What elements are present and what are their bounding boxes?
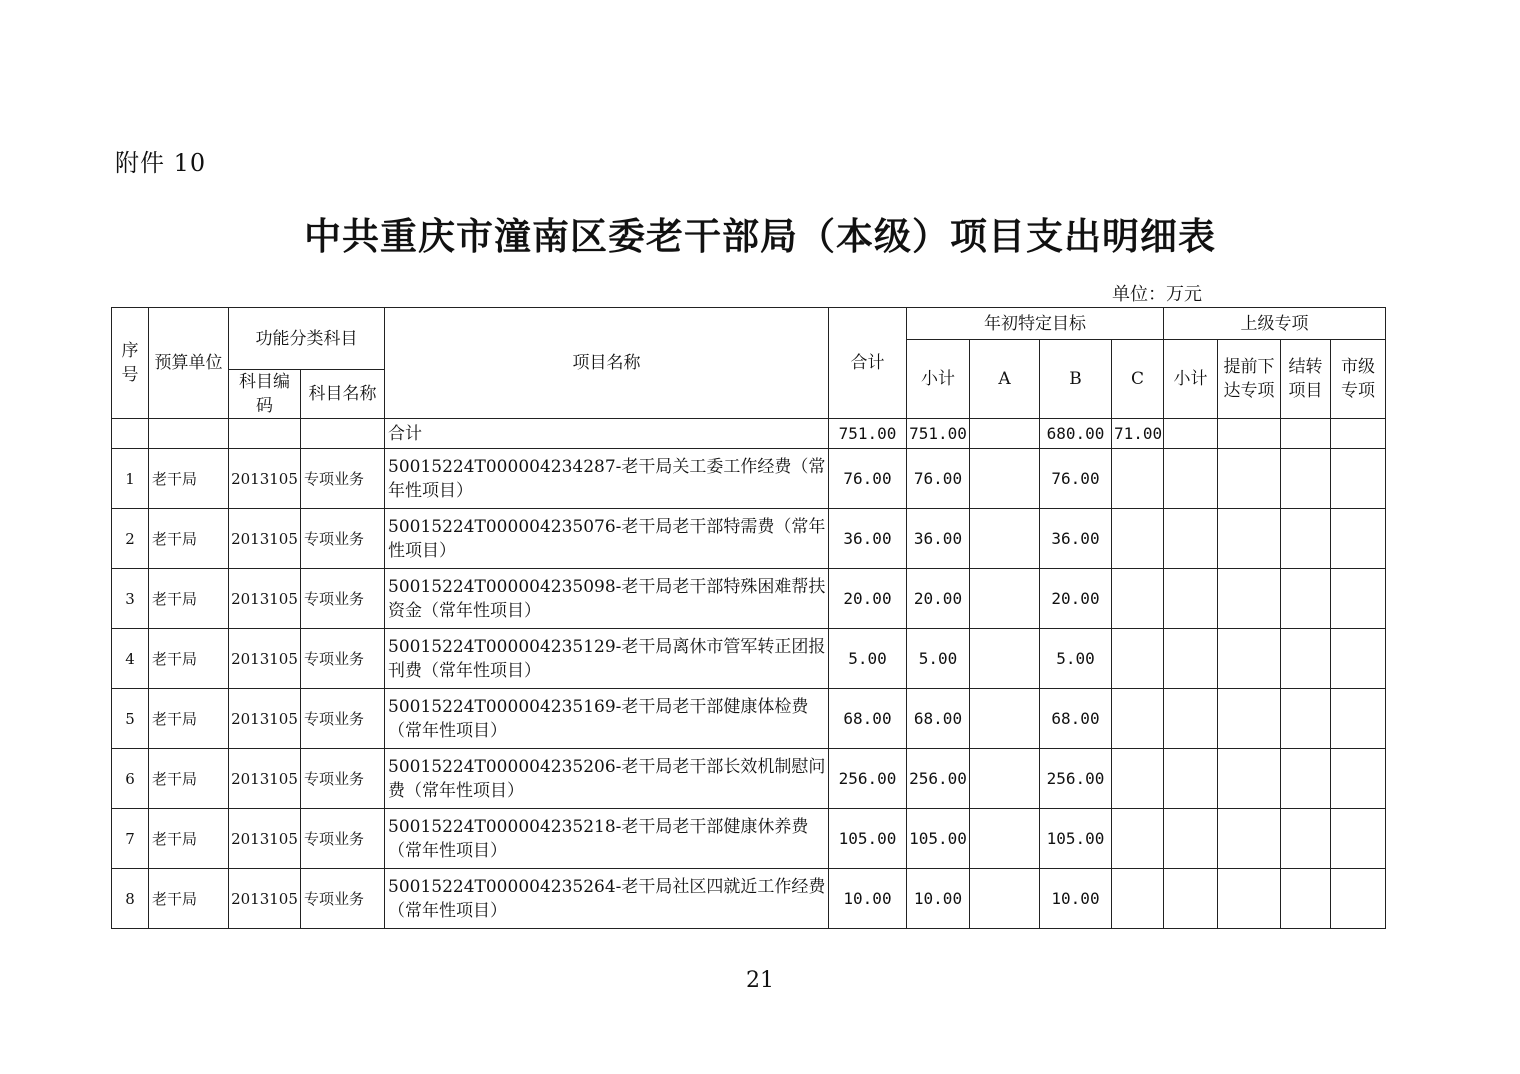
header-subject-name: 科目名称 xyxy=(301,370,385,419)
row-superior-cell xyxy=(1331,569,1386,629)
row-superior-cell xyxy=(1164,809,1218,869)
row-a xyxy=(970,509,1040,569)
table-row xyxy=(112,869,1386,929)
row-c xyxy=(1112,449,1164,509)
row-a xyxy=(970,749,1040,809)
row-b: 105.00 xyxy=(1040,809,1112,869)
row-superior-cell xyxy=(1218,569,1281,629)
row-b: 10.00 xyxy=(1040,869,1112,929)
row-code: 2013105 xyxy=(229,749,301,809)
row-superior-cell xyxy=(1281,629,1331,689)
row-subtotal: 20.00 xyxy=(907,569,970,629)
row-subject: 专项业务 xyxy=(301,569,385,629)
row-a xyxy=(970,809,1040,869)
row-b: 68.00 xyxy=(1040,689,1112,749)
row-project: 50015224T000004235264-老干局社区四就近工作经费（常年性项目） xyxy=(385,869,829,929)
header-carryover: 结转项目 xyxy=(1281,340,1331,419)
row-unit: 老干局 xyxy=(149,449,229,509)
header-special-target: 年初特定目标 xyxy=(907,308,1164,340)
header-a: A xyxy=(970,340,1040,419)
row-c xyxy=(1112,749,1164,809)
row-a xyxy=(970,869,1040,929)
total-row-subtotal: 751.00 xyxy=(907,419,970,449)
row-superior-cell xyxy=(1331,509,1386,569)
row-superior-cell xyxy=(1218,449,1281,509)
row-c xyxy=(1112,569,1164,629)
row-code: 2013105 xyxy=(229,569,301,629)
row-superior-cell xyxy=(1331,869,1386,929)
row-a xyxy=(970,629,1040,689)
table-row xyxy=(112,749,1386,809)
row-superior-cell xyxy=(1218,689,1281,749)
header-total: 合计 xyxy=(829,308,907,419)
row-subject: 专项业务 xyxy=(301,749,385,809)
total-row-b: 680.00 xyxy=(1040,419,1112,449)
header-city-level: 市级专项 xyxy=(1331,340,1386,419)
total-row-total: 751.00 xyxy=(829,419,907,449)
table-row xyxy=(112,689,1386,749)
row-total: 20.00 xyxy=(829,569,907,629)
row-superior-cell xyxy=(1164,509,1218,569)
page-title: 中共重庆市潼南区委老干部局（本级）项目支出明细表 xyxy=(304,215,1216,258)
page-number: 21 xyxy=(746,968,774,993)
unit-label: 单位：万元 xyxy=(1112,284,1202,305)
row-unit: 老干局 xyxy=(149,749,229,809)
row-code: 2013105 xyxy=(229,509,301,569)
row-subject: 专项业务 xyxy=(301,689,385,749)
row-code: 2013105 xyxy=(229,449,301,509)
row-code: 2013105 xyxy=(229,869,301,929)
total-row-a xyxy=(970,419,1040,449)
row-subtotal: 36.00 xyxy=(907,509,970,569)
row-subtotal: 76.00 xyxy=(907,449,970,509)
row-b: 76.00 xyxy=(1040,449,1112,509)
row-superior-cell xyxy=(1164,569,1218,629)
row-project: 50015224T000004234287-老干局关工委工作经费（常年性项目） xyxy=(385,449,829,509)
row-code: 2013105 xyxy=(229,809,301,869)
row-seq: 6 xyxy=(112,749,149,809)
row-subject: 专项业务 xyxy=(301,809,385,869)
row-subtotal: 10.00 xyxy=(907,869,970,929)
table-row xyxy=(112,809,1386,869)
total-row-label: 合计 xyxy=(385,419,829,449)
row-unit: 老干局 xyxy=(149,509,229,569)
row-superior-cell xyxy=(1164,689,1218,749)
row-seq: 5 xyxy=(112,689,149,749)
row-c xyxy=(1112,509,1164,569)
header-b: B xyxy=(1040,340,1112,419)
row-superior-cell xyxy=(1281,449,1331,509)
row-superior-cell xyxy=(1164,449,1218,509)
row-project: 50015224T000004235076-老干局老干部特需费（常年性项目） xyxy=(385,509,829,569)
row-unit: 老干局 xyxy=(149,809,229,869)
row-seq: 4 xyxy=(112,629,149,689)
row-b: 36.00 xyxy=(1040,509,1112,569)
total-row xyxy=(112,419,1386,449)
header-c: C xyxy=(1112,340,1164,419)
row-unit: 老干局 xyxy=(149,569,229,629)
row-total: 105.00 xyxy=(829,809,907,869)
row-unit: 老干局 xyxy=(149,629,229,689)
row-superior-cell xyxy=(1331,689,1386,749)
row-code: 2013105 xyxy=(229,629,301,689)
row-code: 2013105 xyxy=(229,689,301,749)
row-unit: 老干局 xyxy=(149,869,229,929)
row-seq: 7 xyxy=(112,809,149,869)
row-project: 50015224T000004235206-老干局老干部长效机制慰问费（常年性项目） xyxy=(385,749,829,809)
row-superior-cell xyxy=(1281,749,1331,809)
project-expenditure-table xyxy=(111,307,1386,929)
row-seq: 1 xyxy=(112,449,149,509)
row-total: 68.00 xyxy=(829,689,907,749)
row-c xyxy=(1112,809,1164,869)
header-superior-subtotal: 小计 xyxy=(1164,340,1218,419)
row-superior-cell xyxy=(1281,809,1331,869)
row-superior-cell xyxy=(1218,749,1281,809)
row-superior-cell xyxy=(1281,689,1331,749)
row-superior-cell xyxy=(1331,749,1386,809)
table-row xyxy=(112,629,1386,689)
row-b: 5.00 xyxy=(1040,629,1112,689)
row-c xyxy=(1112,869,1164,929)
row-total: 76.00 xyxy=(829,449,907,509)
row-subtotal: 68.00 xyxy=(907,689,970,749)
table-row xyxy=(112,449,1386,509)
header-project-name: 项目名称 xyxy=(385,308,829,419)
attachment-label: 附件 10 xyxy=(115,149,207,177)
row-seq: 2 xyxy=(112,509,149,569)
row-superior-cell xyxy=(1218,869,1281,929)
header-advance: 提前下达专项 xyxy=(1218,340,1281,419)
row-unit: 老干局 xyxy=(149,689,229,749)
row-superior-cell xyxy=(1281,509,1331,569)
row-superior-cell xyxy=(1331,449,1386,509)
row-subject: 专项业务 xyxy=(301,509,385,569)
row-seq: 3 xyxy=(112,569,149,629)
row-b: 256.00 xyxy=(1040,749,1112,809)
row-project: 50015224T000004235218-老干局老干部健康休养费（常年性项目） xyxy=(385,809,829,869)
table-row xyxy=(112,569,1386,629)
row-project: 50015224T000004235129-老干局离休市管军转正团报刊费（常年性项目） xyxy=(385,629,829,689)
row-superior-cell xyxy=(1331,629,1386,689)
row-a xyxy=(970,449,1040,509)
header-budget-unit: 预算单位 xyxy=(149,308,229,419)
row-subject: 专项业务 xyxy=(301,869,385,929)
row-subject: 专项业务 xyxy=(301,629,385,689)
row-superior-cell xyxy=(1164,869,1218,929)
row-total: 10.00 xyxy=(829,869,907,929)
row-total: 256.00 xyxy=(829,749,907,809)
header-seq: 序号 xyxy=(112,308,149,419)
row-a xyxy=(970,689,1040,749)
total-row-c: 71.00 xyxy=(1112,419,1164,449)
header-func-class: 功能分类科目 xyxy=(229,308,385,370)
row-total: 36.00 xyxy=(829,509,907,569)
header-subject-code: 科目编码 xyxy=(229,370,301,419)
row-c xyxy=(1112,689,1164,749)
row-superior-cell xyxy=(1331,809,1386,869)
row-superior-cell xyxy=(1218,629,1281,689)
row-a xyxy=(970,569,1040,629)
table-row xyxy=(112,509,1386,569)
row-superior-cell xyxy=(1281,569,1331,629)
row-superior-cell xyxy=(1218,509,1281,569)
row-superior-cell xyxy=(1164,629,1218,689)
row-project: 50015224T000004235098-老干局老干部特殊困难帮扶资金（常年性项目） xyxy=(385,569,829,629)
row-b: 20.00 xyxy=(1040,569,1112,629)
header-superior-special: 上级专项 xyxy=(1164,308,1386,340)
row-subtotal: 105.00 xyxy=(907,809,970,869)
row-superior-cell xyxy=(1164,749,1218,809)
row-superior-cell xyxy=(1281,869,1331,929)
row-seq: 8 xyxy=(112,869,149,929)
row-subtotal: 256.00 xyxy=(907,749,970,809)
row-project: 50015224T000004235169-老干局老干部健康体检费（常年性项目） xyxy=(385,689,829,749)
header-target-subtotal: 小计 xyxy=(907,340,970,419)
row-c xyxy=(1112,629,1164,689)
row-total: 5.00 xyxy=(829,629,907,689)
row-subtotal: 5.00 xyxy=(907,629,970,689)
row-superior-cell xyxy=(1218,809,1281,869)
row-subject: 专项业务 xyxy=(301,449,385,509)
